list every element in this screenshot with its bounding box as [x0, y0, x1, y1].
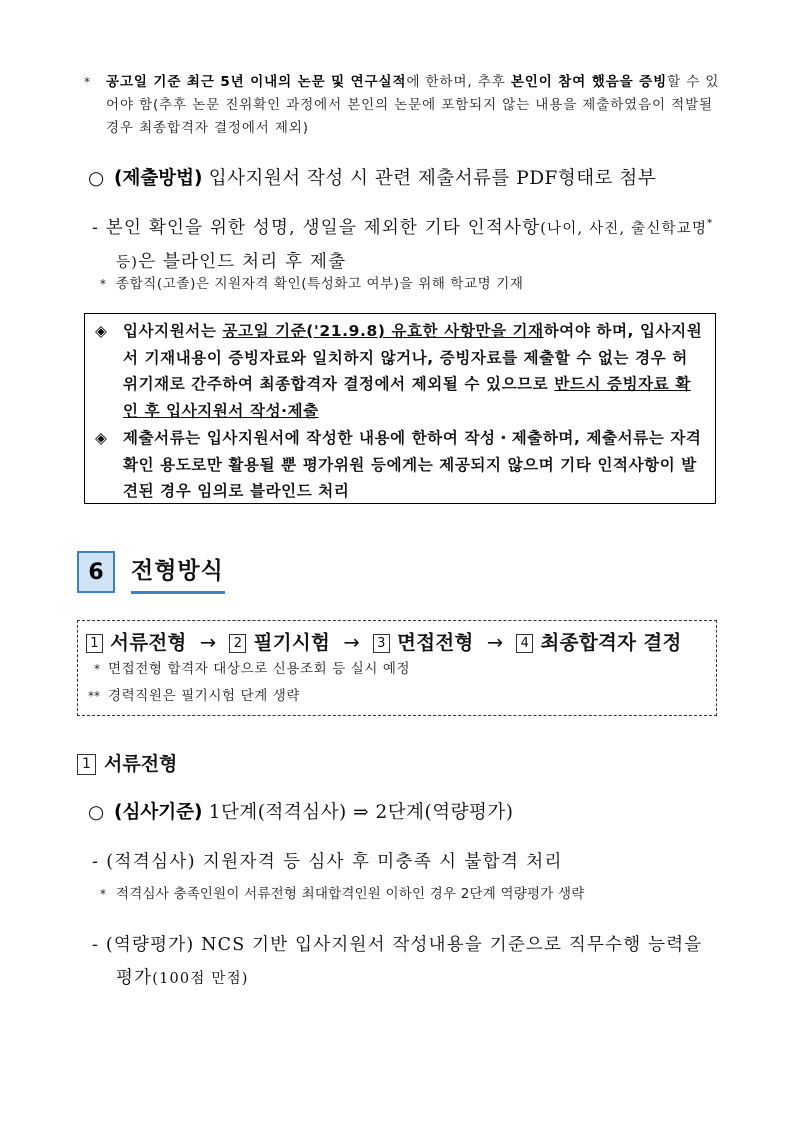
superscript-mark: *: [707, 218, 714, 229]
caution-documents-text: 제출서류는 입사지원서에 작성한 내용에 한하여 작성・제출하며, 제출서류는 자격확인 용도로만 활용될 뿐 평가위원 등에게는 제공되지 않으며 기타 인적사항이 발견된 경우 임의로 블라인드 처리: [123, 429, 702, 500]
section-number-badge: 6: [77, 551, 115, 593]
submission-text: 입사지원서 작성 시 관련 제출서류를 PDF형태로 첨부: [202, 168, 657, 189]
sub-section-label: 서류전형: [104, 753, 178, 775]
footnote-paper-criteria: [84, 71, 724, 140]
flow-note-text: 경력직원은 필기시험 단계 생략: [108, 688, 301, 704]
footnote-bold-criteria: 공고일 기준 최근 5년 이내의 논문 및 연구실적: [106, 74, 407, 90]
step-label: 필기시험: [253, 631, 331, 654]
step-number-box: 4: [516, 634, 533, 653]
arrow-right-icon: →: [486, 631, 504, 654]
footnote-mark: *: [94, 662, 100, 676]
footnote-mark: **: [88, 689, 100, 703]
submission-label: (제출방법): [114, 168, 203, 189]
selection-flow-box: [77, 620, 717, 716]
footnote-mark: *: [100, 887, 106, 901]
caution-box: [84, 313, 716, 504]
eligibility-review-text: (적격심사) 지원자격 등 심사 후 미충족 시 불합격 처리: [99, 852, 563, 872]
caution-item-validity: [95, 318, 703, 424]
diamond-icon: ◈: [95, 322, 107, 340]
personal-info-etc: 등): [116, 254, 139, 271]
flow-note-experienced: [88, 685, 300, 708]
selection-flow: [86, 627, 682, 655]
flow-note-credit-check: [94, 658, 410, 681]
score-note: (100점 만점): [152, 971, 249, 987]
eligibility-review: [92, 846, 722, 879]
personal-info-detail: (나이, 사진, 출신학교명: [540, 220, 708, 237]
flow-note-text: 면접전형 합격자 대상으로 신용조회 등 실시 예정: [108, 661, 411, 677]
step-number-box: 1: [86, 634, 103, 653]
footnote-text: 에 한하며, 추후: [406, 74, 511, 90]
footnote-mark: *: [84, 75, 90, 89]
arrow-right-icon: →: [343, 631, 360, 654]
footnote-mark: *: [100, 277, 106, 291]
arrow-right-icon: →: [199, 631, 217, 654]
caution-item-documents: [95, 425, 703, 505]
step-label: 면접전형: [397, 631, 474, 654]
footnote-bold-proof: 본인이 참여 했음을 증빙: [510, 74, 668, 90]
blind-instruction: 은 블라인드 처리 후 제출: [138, 251, 347, 272]
competency-evaluation: [92, 929, 722, 996]
section-title: 전형방식: [131, 552, 225, 594]
competency-evaluation-text: (역량평가) NCS 기반 입사지원서 작성내용을 기준으로 직무수행 능력을 평가: [99, 935, 703, 988]
footnote-school: [100, 273, 720, 296]
criteria-label: (심사기준): [114, 802, 203, 823]
sub-section-number-box: 1: [77, 754, 96, 775]
step-label: 서류전형: [110, 631, 187, 654]
caution-text-body: 하여야 하며, 입사지원서 기재내용이 증빙자료와 일치하지 않거나, 증빙자료를 제출할 수 없는 경우 허위기재로 간주하여 최종합격자 결정에서 제외될 수 있으므로: [123, 322, 703, 393]
submission-method: [88, 166, 656, 192]
circle-bullet: ○: [88, 168, 105, 189]
circle-bullet: ○: [88, 802, 105, 823]
sub-section-title: [77, 749, 177, 776]
step-number-box: 3: [373, 634, 390, 653]
caution-underline-verify: 반드시 증빙자료 확인 후 입사지원서 작성·제출: [123, 375, 691, 420]
criteria-text: 1단계(적격심사) ⇒ 2단계(역량평가): [202, 802, 514, 823]
personal-info-text: 본인 확인을 위한 성명, 생일을 제외한 기타 인적사항: [99, 217, 541, 238]
step-number-box: 2: [229, 634, 246, 653]
personal-info-instruction: [92, 207, 722, 280]
screening-criteria: [88, 800, 513, 826]
step-label: 최종합격자 결정: [540, 631, 682, 654]
caution-text: 입사지원서는: [123, 322, 223, 340]
footnote-school-text: 종합직(고졸)은 지원자격 확인(특성화고 여부)을 위해 학교명 기재: [116, 276, 524, 292]
dash-mark: -: [92, 935, 100, 955]
dash-mark: -: [92, 852, 100, 872]
footnote-text-rest: 할 수 있어야 함(추후 논문 진위확인 과정에서 본인의 논문에 포함되지 않는 내용을 제출하였음이 적발될 경우 최종합격자 결정에서 제외): [106, 74, 720, 136]
caution-underline-validity: 공고일 기준('21.9.8) 유효한 사항만을 기재: [222, 322, 544, 340]
footnote-eligibility-text: 적격심사 충족인원이 서류전형 최대합격인원 이하인 경우 2단계 역량평가 생략: [116, 886, 585, 902]
dash-mark: -: [92, 217, 100, 238]
footnote-eligibility: [100, 883, 720, 906]
diamond-icon: ◈: [95, 429, 107, 447]
